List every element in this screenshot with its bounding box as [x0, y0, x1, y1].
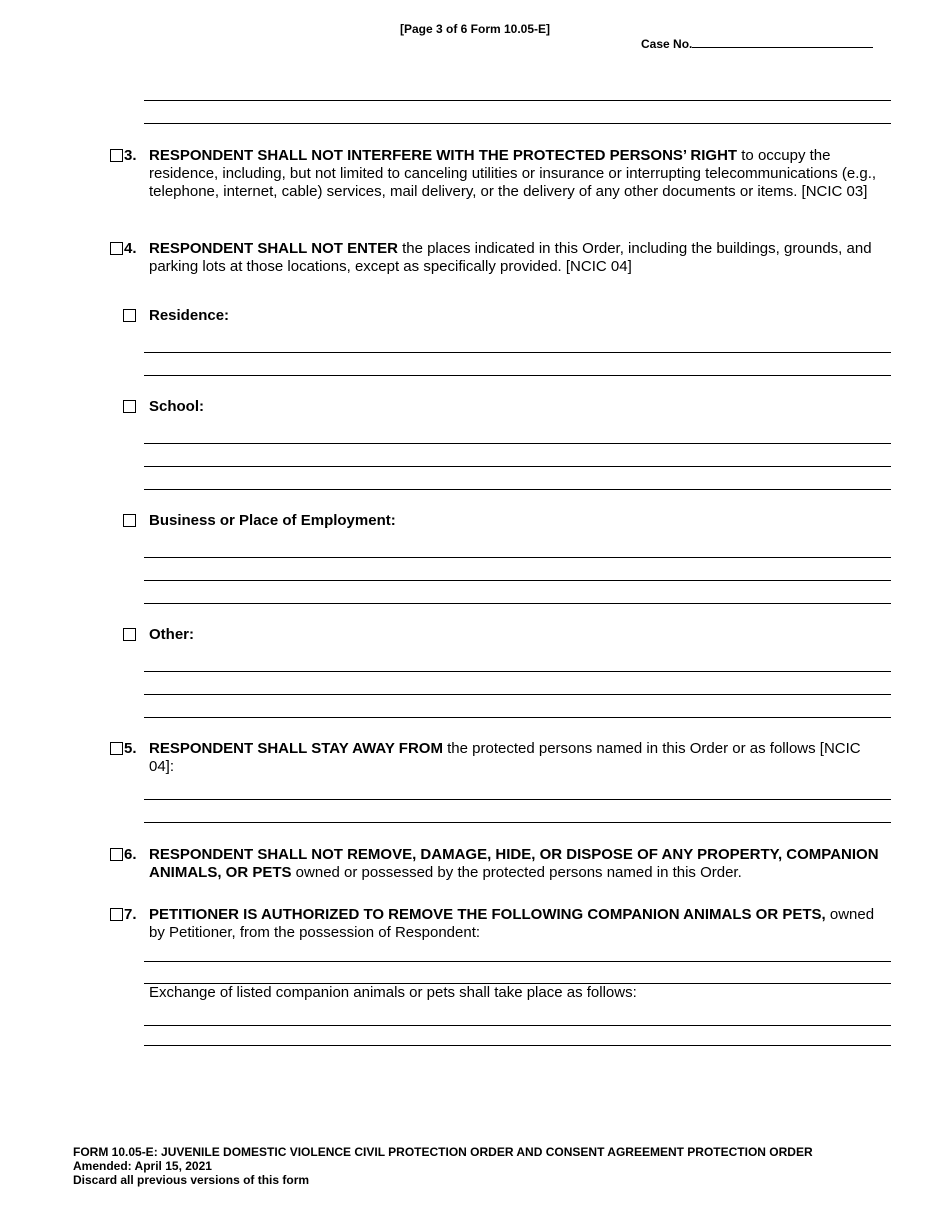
item7-heading: PETITIONER IS AUTHORIZED TO REMOVE THE FOLLOWING COMPANION ANIMALS OR PETS,	[149, 906, 826, 923]
item5-body: the protected persons named in this Order or as follows [NCIC 04]:	[149, 740, 861, 775]
business-line[interactable]	[144, 603, 891, 604]
item5-checkbox[interactable]	[110, 742, 123, 755]
item5-text	[149, 740, 879, 776]
item3-heading: RESPONDENT SHALL NOT INTERFERE WITH THE PROTECTED PERSONS’ RIGHT	[149, 147, 738, 164]
item6-body: owned or possessed by the protected persons named in this Order.	[291, 864, 742, 881]
footer-discard: Discard all previous versions of this form	[73, 1173, 310, 1187]
other-line[interactable]	[144, 694, 891, 695]
residence-line[interactable]	[144, 375, 891, 376]
item7-number: 7.	[124, 906, 137, 923]
other-line[interactable]	[144, 717, 891, 718]
item7-body: owned by Petitioner, from the possession of Respondent:	[149, 906, 875, 941]
item3-number: 3.	[124, 147, 137, 164]
other-line[interactable]	[144, 671, 891, 672]
page-label: [Page 3 of 6 Form 10.05-E]	[399, 22, 551, 36]
item5-number: 5.	[124, 740, 137, 757]
business-label: Business or Place of Employment:	[149, 512, 396, 529]
case-no-field[interactable]	[692, 36, 873, 48]
item6-number: 6.	[124, 846, 137, 863]
business-line[interactable]	[144, 557, 891, 558]
item5-line[interactable]	[144, 822, 891, 823]
item3-body: to occupy the residence, including, but not limited to canceling utilities or insurance or interrupting telecommunications (e.g., telephone, internet, cable) services, mail delivery, or the delivery of any other documents or items. [NCIC 03]	[149, 147, 877, 200]
school-label: School:	[149, 398, 204, 415]
case-number	[641, 36, 873, 51]
item6-heading: RESPONDENT SHALL NOT REMOVE, DAMAGE, HIDE, OR DISPOSE OF ANY PROPERTY, COMPANION ANIMALS, OR PETS	[149, 846, 879, 881]
school-line[interactable]	[144, 466, 891, 467]
footer-form-title: FORM 10.05-E: JUVENILE DOMESTIC VIOLENCE CIVIL PROTECTION ORDER AND CONSENT AGREEMENT PROTECTION ORDER	[73, 1145, 813, 1159]
item7-checkbox[interactable]	[110, 908, 123, 921]
item4-number: 4.	[124, 240, 137, 257]
exchange-text: Exchange of listed companion animals or pets shall take place as follows:	[149, 984, 637, 1001]
item7-line[interactable]	[144, 961, 891, 962]
other-label: Other:	[149, 626, 194, 643]
item5-line[interactable]	[144, 799, 891, 800]
school-checkbox[interactable]	[123, 400, 136, 413]
item5-heading: RESPONDENT SHALL STAY AWAY FROM	[149, 740, 443, 757]
other-checkbox[interactable]	[123, 628, 136, 641]
business-line[interactable]	[144, 580, 891, 581]
footer	[73, 1145, 813, 1187]
item4-checkbox[interactable]	[110, 242, 123, 255]
footer-amended: Amended: April 15, 2021	[73, 1159, 212, 1173]
school-line[interactable]	[144, 443, 891, 444]
school-line[interactable]	[144, 489, 891, 490]
exchange-line[interactable]	[144, 1045, 891, 1046]
item4-heading: RESPONDENT SHALL NOT ENTER	[149, 240, 398, 257]
residence-line[interactable]	[144, 352, 891, 353]
item3-text	[149, 147, 879, 201]
item7-text	[149, 906, 879, 942]
item6-checkbox[interactable]	[110, 848, 123, 861]
exchange-line[interactable]	[144, 1025, 891, 1026]
case-no-label: Case No.	[641, 37, 693, 51]
residence-checkbox[interactable]	[123, 309, 136, 322]
residence-label: Residence:	[149, 307, 230, 324]
item4-body: the places indicated in this Order, including the buildings, grounds, and parking lots at those locations, except as specifically provided. [NCIC 04]	[149, 240, 872, 275]
item3-checkbox[interactable]	[110, 149, 123, 162]
business-checkbox[interactable]	[123, 514, 136, 527]
item6-text	[149, 846, 879, 882]
blank-line[interactable]	[144, 123, 891, 124]
item4-text	[149, 240, 879, 276]
blank-line[interactable]	[144, 100, 891, 101]
